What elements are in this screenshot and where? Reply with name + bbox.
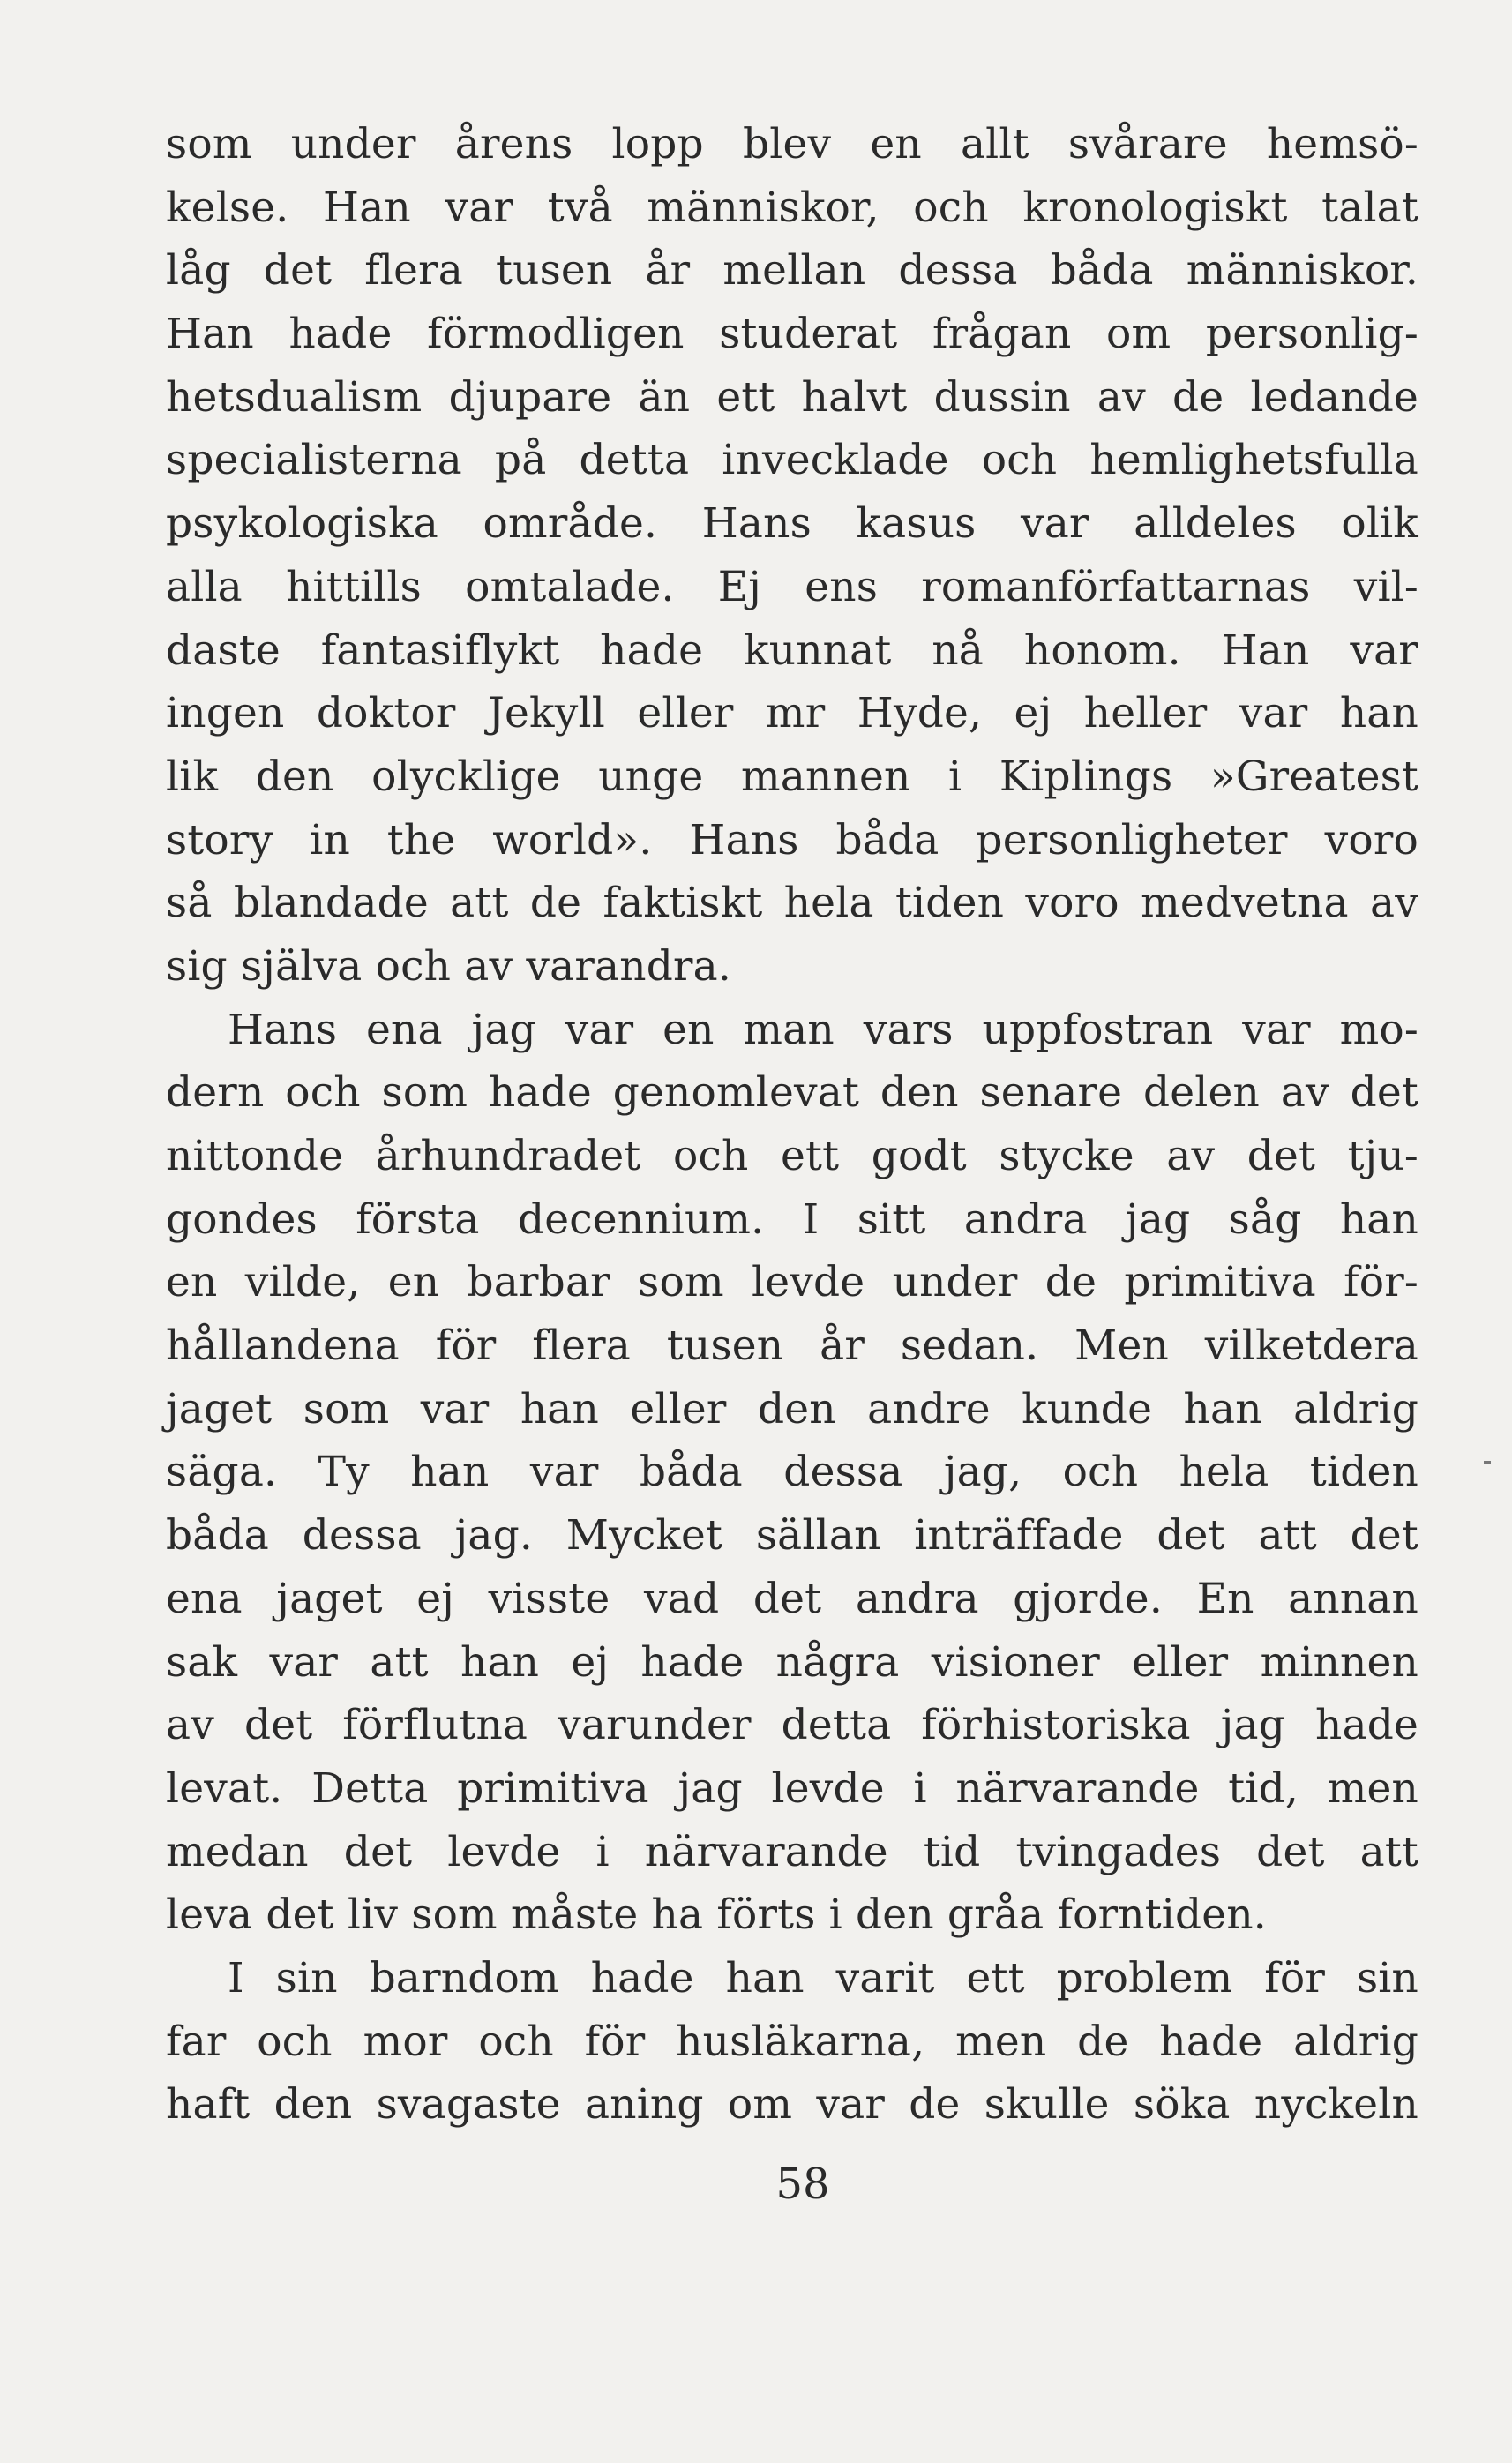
text-line: far och mor och för husläkarna, men de hade aldrig bbox=[166, 2017, 1418, 2066]
text-line: alla hittills omtalade. Ej ens romanförfattarnas vil- bbox=[166, 562, 1418, 611]
text-line: kelse. Han var två människor, och kronologiskt talat bbox=[166, 183, 1418, 232]
text-line: nittonde århundradet och ett godt stycke av det tju- bbox=[166, 1132, 1418, 1180]
text-line: som under årens lopp blev en allt svårare hemsö- bbox=[166, 120, 1418, 168]
text-line: av det förflutna varunder detta förhistoriska jag hade bbox=[166, 1701, 1418, 1750]
text-line: specialisterna på detta invecklade och hemlighetsfulla bbox=[166, 436, 1418, 485]
text-line: jaget som var han eller den andre kunde han aldrig bbox=[166, 1384, 1418, 1434]
text-line: sak var att han ej hade några visioner eller minnen bbox=[166, 1637, 1418, 1687]
text-line: sig själva och av varandra. bbox=[166, 941, 732, 991]
text-line: daste fantasiflykt hade kunnat nå honom. Han var bbox=[166, 625, 1418, 675]
text-line: I sin barndom hade han varit ett problem för sin bbox=[228, 1953, 1418, 2003]
page-number: 58 bbox=[775, 2160, 830, 2209]
text-line: leva det liv som måste ha förts i den gråa forntiden. bbox=[166, 1890, 1267, 1940]
text-line: en vilde, en barbar som levde under de primitiva för- bbox=[166, 1258, 1418, 1307]
text-line: hetsdualism djupare än ett halvt dussin av de ledande bbox=[166, 372, 1418, 422]
text-line: säga. Ty han var båda dessa jag, och hela tiden bbox=[166, 1448, 1418, 1497]
text-line: ena jaget ej visste vad det andra gjorde. En annan bbox=[166, 1574, 1418, 1623]
text-line: Han hade förmodligen studerat frågan om personlig- bbox=[166, 310, 1418, 359]
text-line: så blandade att de faktiskt hela tiden voro medvetna av bbox=[166, 879, 1418, 928]
text-line: Hans ena jag var en man vars uppfostran var mo- bbox=[228, 1005, 1418, 1054]
text-line: medan det levde i närvarande tid tvingades det att bbox=[166, 1827, 1418, 1876]
text-line: ingen doktor Jekyll eller mr Hyde, ej heller var han bbox=[166, 689, 1418, 738]
body-text bbox=[166, 113, 1418, 2137]
text-line: dern och som hade genomlevat den senare delen av det bbox=[166, 1068, 1418, 1118]
text-line: hållandena för flera tusen år sedan. Men vilketdera bbox=[166, 1321, 1418, 1371]
text-line: levat. Detta primitiva jag levde i närvarande tid, men bbox=[166, 1763, 1418, 1813]
text-line: båda dessa jag. Mycket sällan inträffade det att det bbox=[166, 1511, 1418, 1561]
text-line: låg det flera tusen år mellan dessa båda människor. bbox=[166, 246, 1418, 296]
text-line: lik den olycklige unge mannen i Kiplings »Greatest bbox=[166, 752, 1418, 801]
margin-mark bbox=[1484, 1461, 1491, 1464]
text-line: gondes första decennium. I sitt andra jag såg han bbox=[166, 1194, 1418, 1244]
text-line: story in the world». Hans båda personligheter voro bbox=[166, 815, 1418, 865]
text-line: haft den svagaste aning om var de skulle söka nyckeln bbox=[166, 2080, 1418, 2130]
text-line: psykologiska område. Hans kasus var alldeles olik bbox=[166, 499, 1418, 549]
